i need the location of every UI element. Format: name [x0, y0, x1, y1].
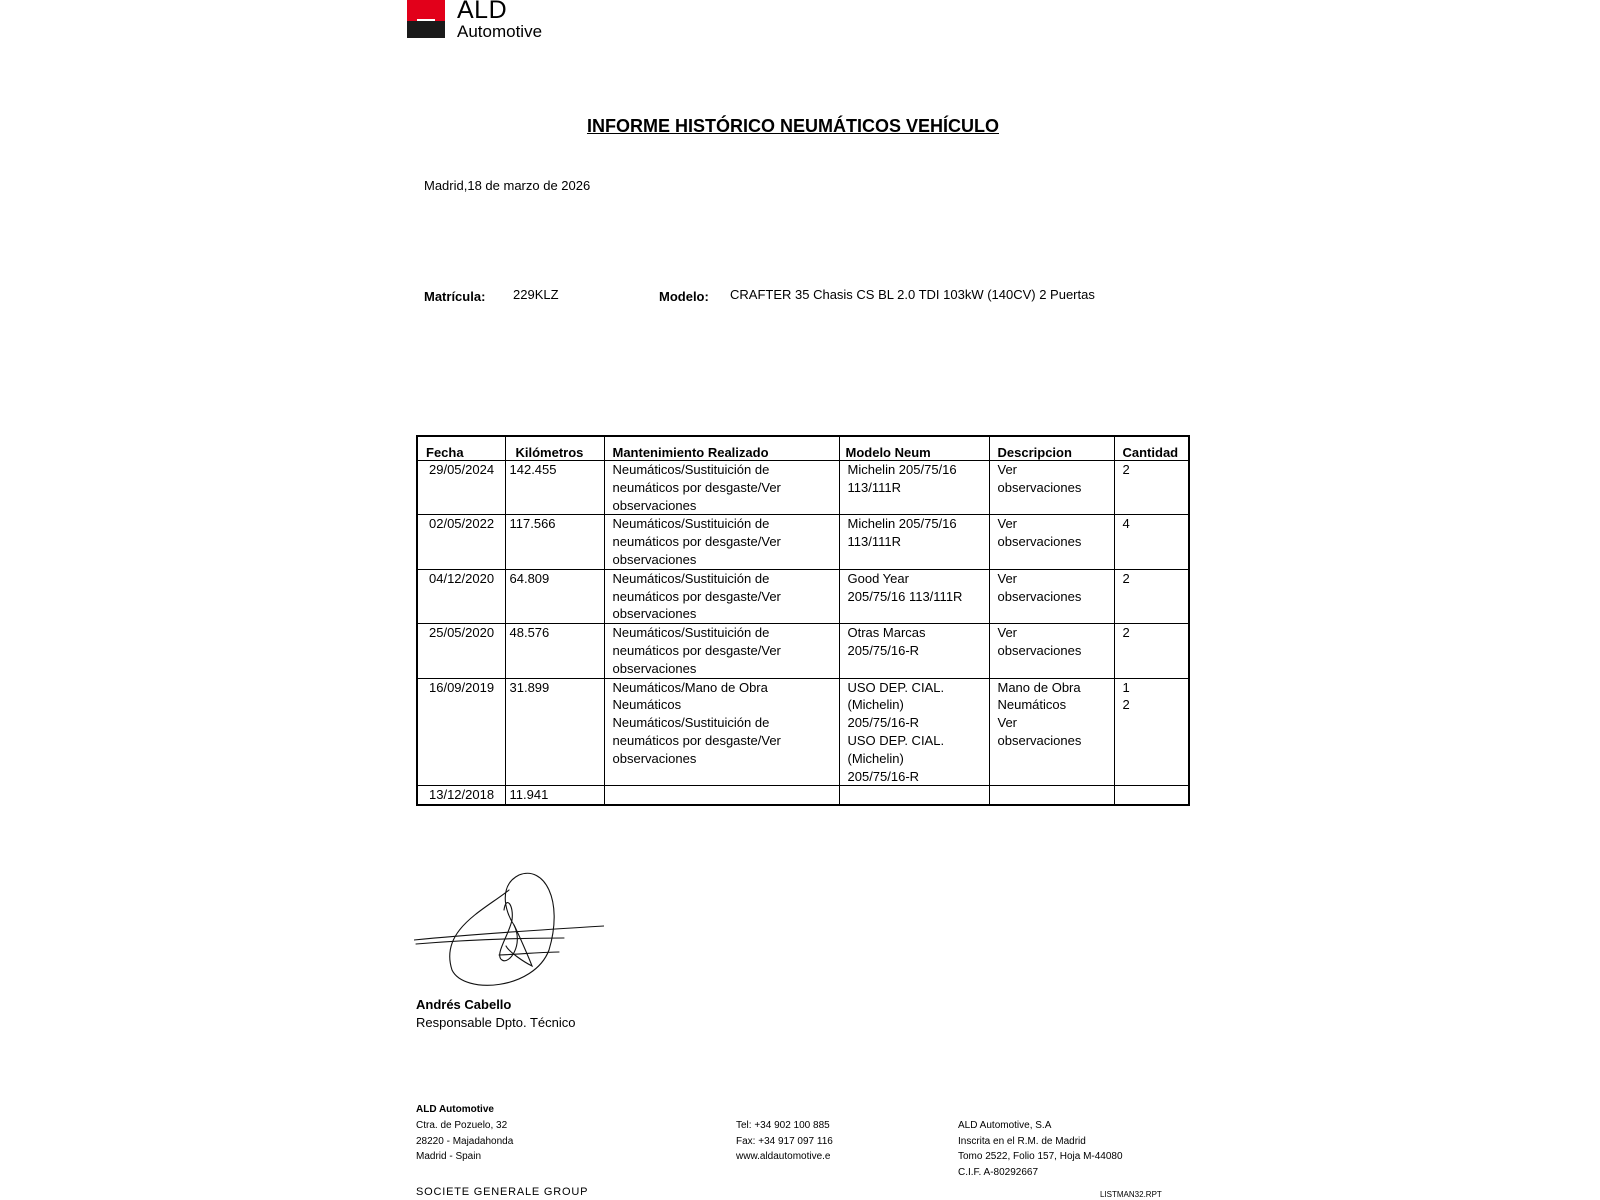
cell-descripcion-line: Ver [997, 570, 1018, 586]
footer-address [416, 1118, 513, 1165]
cell-kilometros: 117.566 [505, 515, 604, 569]
footer-address-line: Madrid - Spain [416, 1151, 482, 1162]
cell-modelo-neum [839, 624, 989, 678]
tire-history-table [416, 435, 1190, 806]
cell-kilometros: 31.899 [505, 678, 604, 786]
cell-descripcion-line: Ver [997, 715, 1018, 731]
cell-modelo-neum-line: 205/75/16-R [847, 642, 920, 658]
footer-legal-line: C.I.F. A-80292667 [958, 1166, 1039, 1178]
cell-cantidad-line: 2 [1122, 462, 1130, 477]
cell-mantenimiento [604, 678, 839, 786]
cell-cantidad-line: 2 [1122, 570, 1130, 586]
col-header-modelo-neum: Modelo Neum [839, 436, 989, 461]
cell-mantenimiento-line: Neumáticos/Sustituición de [612, 570, 770, 586]
table-row [417, 624, 1189, 678]
model-label: Modelo: [659, 289, 709, 304]
cell-fecha: 04/12/2020 [417, 569, 505, 623]
cell-modelo-neum-line: (Michelin) [847, 697, 904, 713]
footer-group: SOCIETE GENERALE GROUP [416, 1186, 589, 1198]
table-header-row [417, 436, 1189, 461]
cell-modelo-neum-line: Michelin 205/75/16 [847, 516, 957, 532]
cell-mantenimiento [604, 569, 839, 623]
footer-legal-line: Inscrita en el R.M. de Madrid [958, 1135, 1086, 1147]
cell-fecha: 25/05/2020 [417, 624, 505, 678]
table-row [417, 515, 1189, 569]
logo-red-block [407, 0, 445, 21]
table-row [417, 678, 1189, 786]
place: Madrid, [424, 178, 468, 193]
cell-mantenimiento [604, 461, 839, 515]
logo-text-ald: ALD [457, 0, 508, 24]
signer-name: Andrés Cabello [416, 997, 512, 1012]
signer-role: Responsable Dpto. Técnico [416, 1015, 576, 1030]
footer-contact [736, 1118, 833, 1165]
footer-legal [958, 1118, 1123, 1180]
cell-cantidad [1114, 461, 1189, 515]
cell-mantenimiento-line: Neumáticos/Sustituición de [612, 625, 770, 641]
cell-mantenimiento-line: observaciones [612, 497, 697, 513]
cell-modelo-neum [839, 461, 989, 515]
model-value: CRAFTER 35 Chasis CS BL 2.0 TDI 103kW (140CV) 2 Puertas [730, 287, 1095, 302]
handwritten-signature [414, 870, 604, 992]
cell-modelo-neum-line: 113/111R [847, 534, 901, 550]
cell-modelo-neum-line: 205/75/16 113/111R [847, 588, 963, 604]
footer-address-line: 28220 - Majadahonda [416, 1135, 514, 1147]
report-title: INFORME HISTÓRICO NEUMÁTICOS VEHÍCULO [586, 116, 999, 136]
cell-mantenimiento-line: Neumáticos/Sustituición de [612, 462, 770, 477]
cell-modelo-neum-line: Otras Marcas [847, 625, 926, 641]
cell-mantenimiento-line: observaciones [612, 660, 697, 676]
cell-modelo-neum-line: Michelin 205/75/16 [847, 462, 957, 477]
cell-modelo-neum-line: 205/75/16-R [847, 768, 920, 784]
cell-mantenimiento-line: neumáticos por desgaste/Ver [612, 588, 781, 604]
cell-mantenimiento-line: neumáticos por desgaste/Ver [612, 479, 781, 495]
cell-descripcion-line: Ver [997, 462, 1018, 477]
cell-kilometros: 11.941 [505, 786, 604, 805]
cell-modelo-neum-line: USO DEP. CIAL. [847, 732, 945, 748]
cell-descripcion [989, 624, 1114, 678]
col-header-cantidad: Cantidad [1114, 436, 1189, 461]
cell-kilometros: 48.576 [505, 624, 604, 678]
cell-mantenimiento-line: Neumáticos [612, 697, 682, 713]
cell-cantidad [1114, 624, 1189, 678]
cell-cantidad-line: 1 [1122, 679, 1130, 695]
logo-black-block [407, 21, 445, 38]
cell-fecha: 16/09/2019 [417, 678, 505, 786]
cell-descripcion-line: observaciones [997, 732, 1082, 748]
date-line [424, 178, 590, 193]
footer-address-line: Ctra. de Pozuelo, 32 [416, 1120, 508, 1131]
cell-cantidad-line: 4 [1122, 516, 1130, 532]
cell-modelo-neum [839, 569, 989, 623]
cell-mantenimiento-line: neumáticos por desgaste/Ver [612, 534, 781, 550]
logo-white-bar [417, 19, 435, 21]
cell-cantidad-line: 2 [1122, 625, 1130, 641]
table-row [417, 569, 1189, 623]
cell-mantenimiento [604, 515, 839, 569]
cell-mantenimiento [604, 786, 839, 805]
cell-mantenimiento-line: Neumáticos/Mano de Obra [612, 679, 768, 695]
cell-mantenimiento-line: Neumáticos/Sustituición de [612, 715, 770, 731]
cell-mantenimiento-line: Neumáticos/Sustituición de [612, 516, 770, 532]
table-body [417, 461, 1189, 806]
cell-modelo-neum-line: USO DEP. CIAL. [847, 679, 945, 695]
cell-descripcion [989, 461, 1114, 515]
table-row [417, 786, 1189, 805]
footer-legal-line: Tomo 2522, Folio 157, Hoja M-44080 [958, 1151, 1123, 1162]
cell-modelo-neum [839, 678, 989, 786]
cell-kilometros: 142.455 [505, 461, 604, 515]
cell-descripcion-line: observaciones [997, 534, 1082, 550]
table-row [417, 461, 1189, 515]
col-header-fecha: Fecha [417, 436, 505, 461]
col-header-kilometros: Kilómetros [505, 436, 604, 461]
cell-descripcion-line: observaciones [997, 479, 1082, 495]
cell-modelo-neum-line: 205/75/16-R [847, 715, 920, 731]
footer-website: www.aldautomotive.e [736, 1151, 831, 1162]
cell-cantidad [1114, 569, 1189, 623]
cell-modelo-neum-line: (Michelin) [847, 750, 904, 766]
footer-company: ALD Automotive [416, 1104, 494, 1115]
cell-descripcion-line: Neumáticos [997, 697, 1067, 713]
plate-value: 229KLZ [513, 287, 559, 302]
cell-descripcion [989, 569, 1114, 623]
cell-cantidad [1114, 678, 1189, 786]
cell-modelo-neum-line: 113/111R [847, 479, 901, 495]
cell-cantidad [1114, 786, 1189, 805]
cell-mantenimiento [604, 624, 839, 678]
cell-fecha: 02/05/2022 [417, 515, 505, 569]
cell-mantenimiento-line: observaciones [612, 750, 697, 766]
report-date: 18 de marzo de 2026 [467, 178, 591, 193]
cell-modelo-neum-line: Good Year [847, 570, 909, 586]
cell-mantenimiento-line: observaciones [612, 606, 697, 622]
cell-descripcion [989, 786, 1114, 805]
cell-mantenimiento-line: neumáticos por desgaste/Ver [612, 732, 781, 748]
cell-fecha: 29/05/2024 [417, 461, 505, 515]
cell-descripcion-line: Ver [997, 625, 1018, 641]
cell-descripcion-line: Mano de Obra [997, 679, 1081, 695]
cell-fecha: 13/12/2018 [417, 786, 505, 805]
cell-mantenimiento-line: observaciones [612, 551, 697, 567]
cell-descripcion-line: Ver [997, 516, 1018, 532]
cell-cantidad-line: 2 [1122, 697, 1130, 713]
cell-modelo-neum [839, 515, 989, 569]
cell-kilometros: 64.809 [505, 569, 604, 623]
plate-label: Matrícula: [424, 289, 486, 304]
cell-descripcion [989, 515, 1114, 569]
footer-phone: Tel: +34 902 100 885 [736, 1120, 830, 1131]
ald-automotive-logo [407, 0, 557, 42]
cell-descripcion-line: observaciones [997, 588, 1082, 604]
col-header-descripcion: Descripcion [989, 436, 1114, 461]
footer-fax: Fax: +34 917 097 116 [736, 1135, 833, 1147]
report-code: LISTMAN32.RPT [1100, 1190, 1162, 1199]
cell-descripcion [989, 678, 1114, 786]
cell-modelo-neum [839, 786, 989, 805]
footer-legal-line: ALD Automotive, S.A [958, 1120, 1052, 1131]
cell-mantenimiento-line: neumáticos por desgaste/Ver [612, 642, 781, 658]
cell-descripcion-line: observaciones [997, 642, 1082, 658]
cell-cantidad [1114, 515, 1189, 569]
logo-text-automotive: Automotive [457, 22, 543, 41]
col-header-mantenimiento: Mantenimiento Realizado [604, 436, 839, 461]
